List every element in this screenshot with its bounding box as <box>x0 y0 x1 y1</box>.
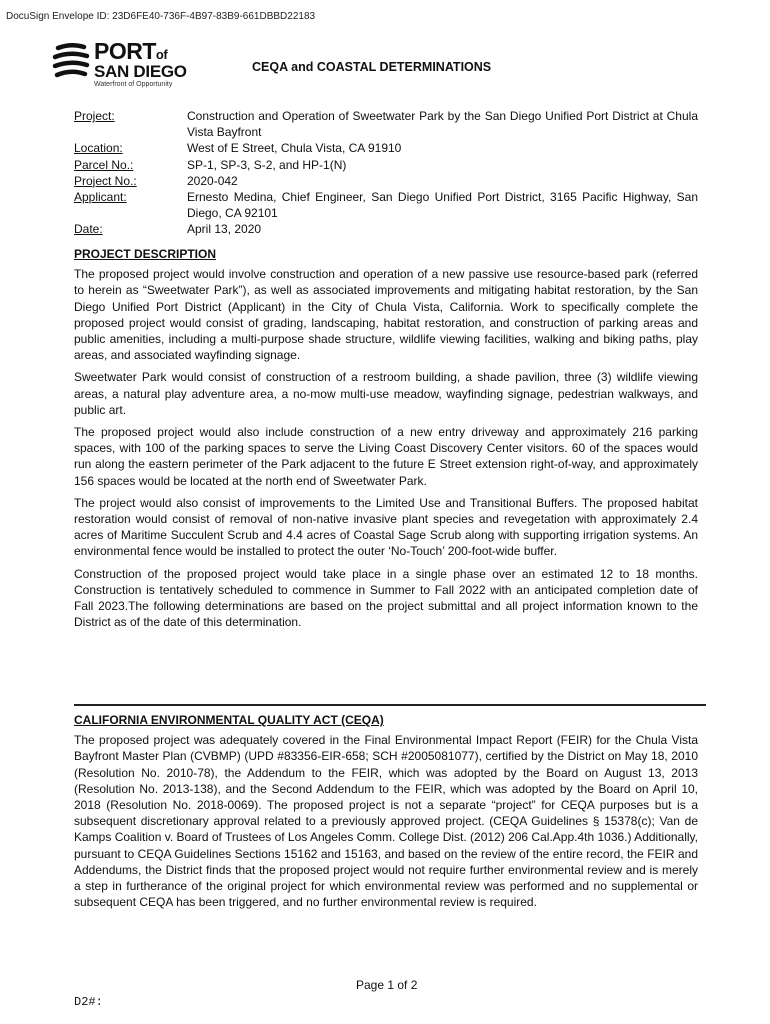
d2-number: D2#: <box>74 995 103 1009</box>
info-value: SP-1, SP-3, S-2, and HP-1(N) <box>187 157 347 172</box>
info-label: Parcel No.: <box>74 157 134 172</box>
info-row-applicant <box>74 189 698 221</box>
docusign-envelope-id: DocuSign Envelope ID: 23D6FE40-736F-4B97-83B9-661DBBD22183 <box>6 11 316 22</box>
ceqa-paragraph: The proposed project was adequately covered in the Final Environmental Impact Report (FEIR) for the Chula Vista Bayfront Master Plan (CVBMP) (UPD #83356-EIR-658; SCH #2005081077), certified by the District on May 18, 2010 (Resolution No. 2010-78), the Addendum to the FEIR, which was adopted by the Board on August 13, 2013 (Resolution No. 2013-138), and the Second Addendum to the FEIR, which was adopted by the Board on April 10, 2018 (Resolution No. 2018-0069). The proposed project is not a separate “project” for CEQA purposes but is a subsequent discretionary approval related to a previously approved project. (CEQA Guidelines § 15378(c); Van de Kamps Coalition v. Board of Trustees of Los Angeles Comm. College Dist. (2012) 206 Cal.App.4th 1036.) Additionally, pursuant to CEQA Guidelines Sections 15162 and 15163, and based on the review of the entire record, the FEIR and Addendums, the District finds that the proposed project would not require further environmental review and is merely a step in furtherance of the original project for which environmental review was performed and no supplemental or subsequent CEQA has been triggered, and no further environmental review is required. <box>74 733 698 910</box>
info-label: Applicant: <box>74 190 127 205</box>
page-number: Page 1 of 2 <box>356 978 418 992</box>
description-paragraph: The project would also consist of improvements to the Limited Use and Transitional Buffers. The proposed habitat restoration would consist of removal of non-native invasive plant species and revegetation with approximately 2.4 acres of Maritime Succulent Scrub and 4.4 acres of Coastal Sage Scrub along with supporting irrigation systems. An environmental fence would be installed to protect the outer ‘No-Touch’ 200-foot-wide buffer. <box>74 495 698 559</box>
logo-san-diego-text: SAN DIEGO <box>94 62 187 81</box>
info-row-project <box>74 108 698 140</box>
info-row-location <box>74 140 698 156</box>
logo-tagline: Waterfront of Opportunity <box>94 81 173 88</box>
info-row-date <box>74 221 698 237</box>
description-paragraph: Sweetwater Park would consist of construction of a restroom building, a shade pavilion, three (3) wildlife viewing areas, a natural play adventure area, a no-mow multi-use meadow, wayfinding signage, pedestrian walkways, and public art. <box>74 370 698 417</box>
ceqa-heading: CALIFORNIA ENVIRONMENTAL QUALITY ACT (CEQA) <box>74 713 384 727</box>
info-label: Project No.: <box>74 173 137 188</box>
port-of-san-diego-logo <box>52 38 202 92</box>
logo-port-text: PORTof <box>94 38 168 64</box>
info-label: Location: <box>74 141 123 156</box>
info-label: Project: <box>74 109 115 123</box>
project-description-heading: PROJECT DESCRIPTION <box>74 247 217 261</box>
project-description-section <box>74 246 698 636</box>
info-value: Ernesto Medina, Chief Engineer, San Diego Unified Port District, 3165 Pacific Highway, San Diego, CA 92101 <box>187 190 698 221</box>
info-value: 2020-042 <box>187 173 238 188</box>
document-title: CEQA and COASTAL DETERMINATIONS <box>252 60 492 74</box>
description-paragraph: Construction of the proposed project would take place in a single phase over an estimated 12 to 18 months. Construction is tentatively scheduled to commence in Summer to Fall 2022 with an anticipated completion date of Fall 2023.The following determinations are based on the project submittal and all project information known to the District as of the date of this determination. <box>74 566 698 630</box>
info-label: Date: <box>74 222 103 237</box>
info-row-project-no <box>74 173 698 189</box>
info-value: West of E Street, Chula Vista, CA 91910 <box>187 141 402 156</box>
info-value: Construction and Operation of Sweetwater Park by the San Diego Unified Port District at Chula Vista Bayfront <box>187 109 698 140</box>
description-paragraph: The proposed project would also include construction of a new entry driveway and approximately 216 parking spaces, with 100 of the parking spaces to serve the Living Coast Discovery Center visitors. 60 of the spaces would run along the eastern perimeter of the Park adjacent to the future E Street extension right-of-way, and approximately 156 spaces would be located at the north end of Sweetwater Park. <box>74 425 698 488</box>
ceqa-section <box>74 712 698 916</box>
info-row-parcel <box>74 157 698 173</box>
description-paragraph: The proposed project would involve construction and operation of a new passive use resource-based park (referred to herein as “Sweetwater Park”), as well as associated improvements and mitigating habitat restoration, by the San Diego Unified Port District (Applicant) in the City of Chula Vista, California. Work to specifically complete the proposed project would consist of grading, landscaping, habitat restoration, and construction of parking areas and public amenities, including a multi-purpose shade structure, wildlife viewing facilities, walking and biking paths, play areas, and associated wayfinding signage. <box>74 267 698 363</box>
info-value: April 13, 2020 <box>187 222 262 237</box>
project-info-block <box>74 108 698 238</box>
port-waves-icon <box>52 42 90 82</box>
section-divider <box>74 704 706 706</box>
